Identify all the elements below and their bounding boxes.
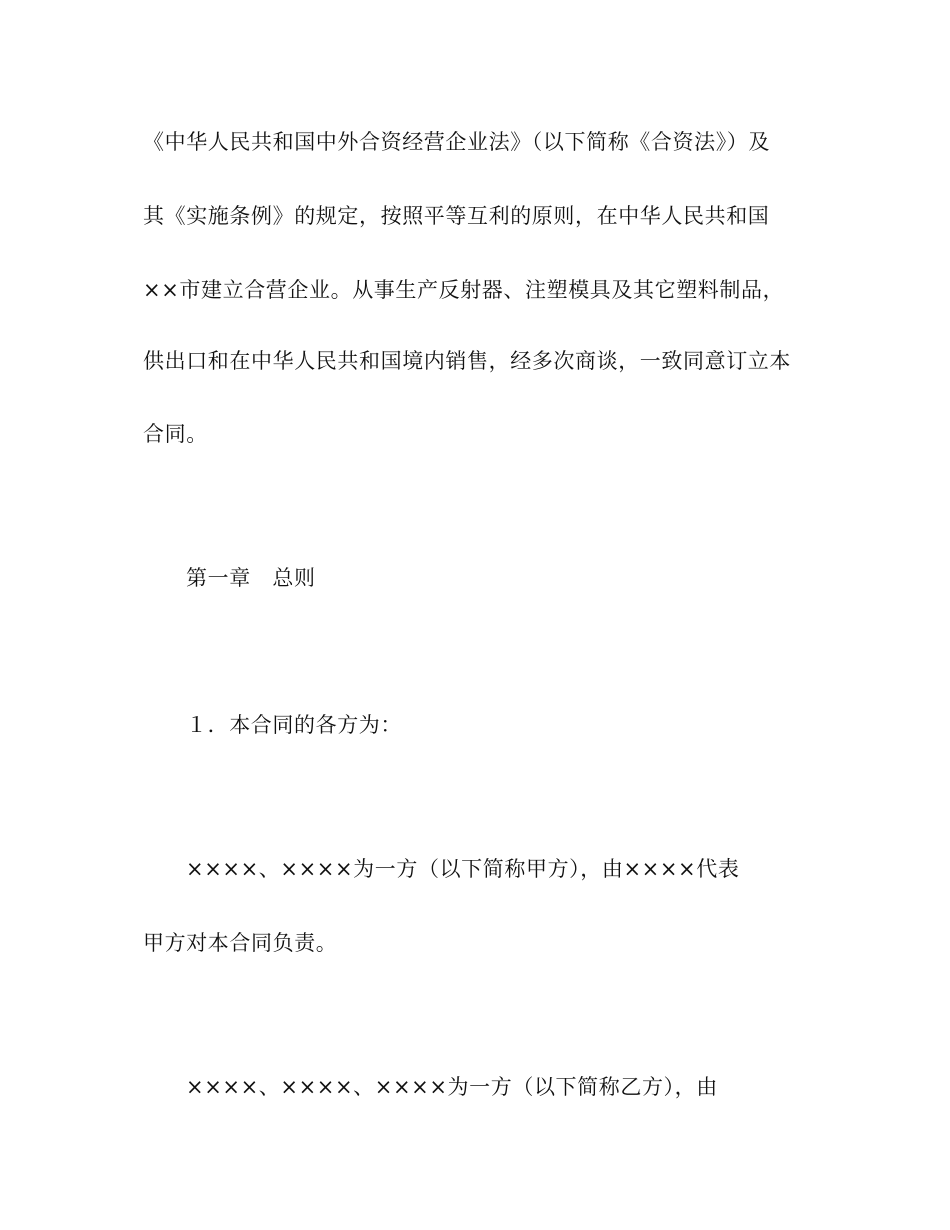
clause-1-heading: １．本合同的各方为： <box>186 713 402 737</box>
preamble-line-5: 合同。 <box>143 422 208 446</box>
preamble-line-3: ××市建立合营企业。从事生产反射器、注塑模具及其它塑料制品， <box>143 278 785 302</box>
party-b-line-1: ××××、××××、××××为一方（以下简称乙方），由 <box>186 1075 718 1099</box>
party-a-line-1: ××××、××××为一方（以下简称甲方），由××××代表 <box>186 857 740 881</box>
preamble-line-2: 其《实施条例》的规定，按照平等互利的原则，在中华人民共和国 <box>143 204 770 228</box>
preamble-line-1: 《中华人民共和国中外合资经营企业法》（以下简称《合资法》）及 <box>143 130 770 154</box>
chapter-heading: 第一章 总则 <box>186 566 316 590</box>
preamble-line-4: 供出口和在中华人民共和国境内销售，经多次商谈，一致同意订立本 <box>143 349 791 373</box>
party-a-line-2: 甲方对本合同负责。 <box>143 931 338 955</box>
